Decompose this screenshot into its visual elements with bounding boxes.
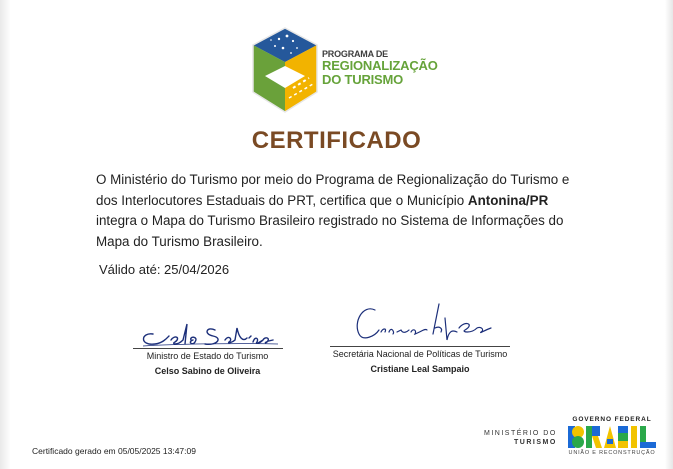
municipality-name: Antonina/PR [467,192,549,208]
handwritten-signature-secretary [335,300,505,346]
governo-federal-logo [566,416,658,456]
validity-date: Válido até: 25/04/2026 [99,262,230,277]
logo-line-3: DO TURISMO [322,72,404,88]
certificate-body [96,170,586,252]
signature-name-secretary: Cristiane Leal Sampaio [370,364,470,374]
generation-timestamp: Certificado gerado em 05/05/2025 13:47:09 [32,446,196,456]
signature-name-minister: Celso Sabino de Oliveira [154,366,261,376]
signature-line-minister [133,348,283,349]
ministry-line-2: TURISMO [514,438,557,446]
signature-role-minister: Ministro de Estado do Turismo [146,351,269,361]
prt-cube-icon [249,26,321,118]
body-part-2: integra o Mapa do Turismo Brasileiro registrado no Sistema de Informações do Mapa do Turismo Brasileiro. [96,213,564,249]
page-edge-right [665,0,673,469]
signature-role-secretary: Secretária Nacional de Políticas de Turismo [332,349,508,359]
certificate-title: CERTIFICADO [251,127,422,154]
signature-block-secretary [325,300,515,374]
page-edge-left [0,0,10,469]
ministry-line-1: MINISTÉRIO DO [484,430,557,437]
logo-line-2: REGIONALIZAÇÃO [322,58,438,74]
signature-line-secretary [330,346,510,347]
prt-logo [249,26,439,118]
signature-block-minister [130,316,285,376]
ministry-of-tourism-logo [484,430,557,448]
gov-top-text: GOVERNO FEDERAL [572,416,652,423]
handwritten-signature-minister [133,316,283,348]
brasil-wordmark-icon [566,425,658,449]
body-part-1: O Ministério do Turismo por meio do Programa de Regionalização do Turismo e dos Interlocutores Estaduais do PRT, certifica que o Município [96,172,570,208]
logo-line-1: PROGRAMA DE [322,49,388,59]
gov-bottom-text: UNIÃO E RECONSTRUÇÃO [568,450,656,456]
prt-logo-text [322,50,438,87]
